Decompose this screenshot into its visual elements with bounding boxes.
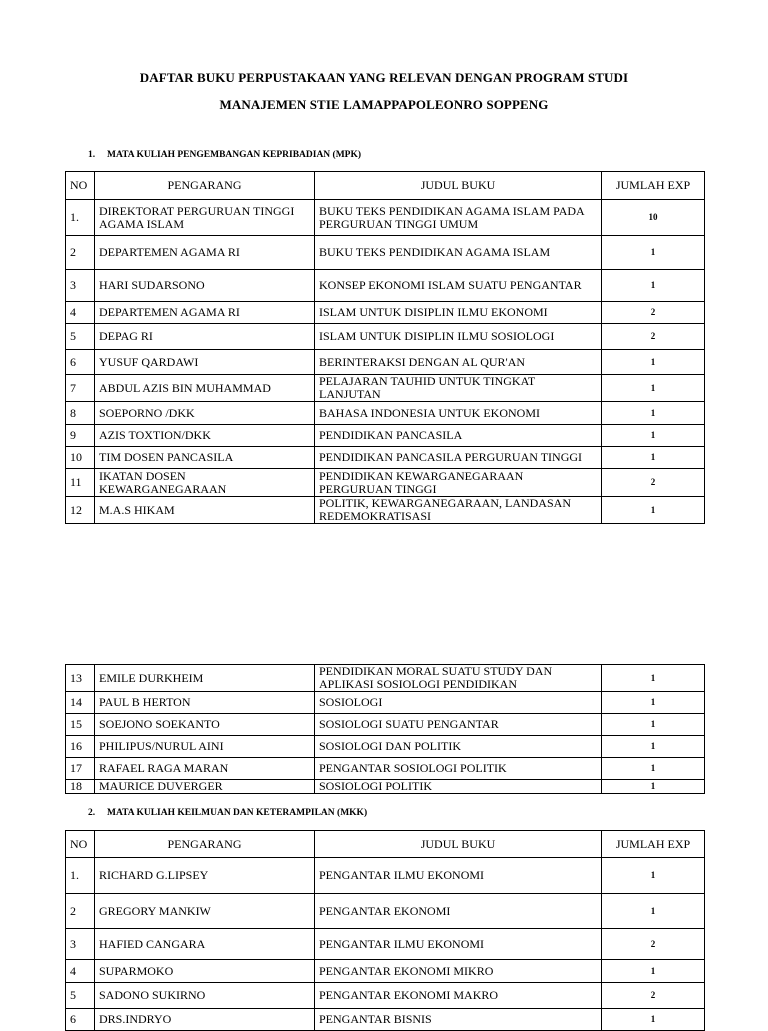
cell-title: PENGANTAR EKONOMI	[315, 894, 602, 929]
table-row	[66, 375, 705, 402]
cell-qty: 1	[602, 375, 705, 402]
cell-title: PENDIDIKAN MORAL SUATU STUDY DAN APLIKASI SOSIOLOGI PENDIDIKAN	[315, 665, 602, 692]
document-subtitle: MANAJEMEN STIE LAMAPPAPOLEONRO SOPPENG	[219, 97, 549, 112]
header-qty: JUMLAH EXP	[602, 172, 705, 200]
cell-qty: 2	[602, 302, 705, 324]
mkk-book-table	[65, 830, 705, 1031]
header-title: JUDUL BUKU	[315, 831, 602, 858]
cell-author: ABDUL AZIS BIN MUHAMMAD	[95, 375, 315, 402]
cell-qty: 1	[602, 858, 705, 894]
cell-author: PHILIPUS/NURUL AINI	[95, 736, 315, 758]
cell-qty: 2	[602, 983, 705, 1009]
cell-no: 7	[66, 375, 95, 402]
header-title: JUDUL BUKU	[315, 172, 602, 200]
header-author: PENGARANG	[95, 172, 315, 200]
header-author: PENGARANG	[95, 831, 315, 858]
table-row	[66, 714, 705, 736]
table-row	[66, 200, 705, 236]
table-row	[66, 780, 705, 794]
cell-no: 8	[66, 402, 95, 425]
cell-author: SOEPORNO /DKK	[95, 402, 315, 425]
cell-title: BERINTERAKSI DENGAN AL QUR'AN	[315, 350, 602, 375]
cell-author: PAUL B HERTON	[95, 692, 315, 714]
cell-no: 4	[66, 302, 95, 324]
cell-title: SOSIOLOGI POLITIK	[315, 780, 602, 794]
cell-qty: 2	[602, 469, 705, 497]
cell-qty: 1	[602, 236, 705, 270]
cell-no: 3	[66, 270, 95, 302]
table-row	[66, 1009, 705, 1031]
table-row	[66, 425, 705, 447]
table-row	[66, 858, 705, 894]
cell-title: SOSIOLOGI DAN POLITIK	[315, 736, 602, 758]
table-row	[66, 692, 705, 714]
cell-no: 6	[66, 1009, 95, 1031]
cell-no: 16	[66, 736, 95, 758]
table-row	[66, 302, 705, 324]
cell-no: 6	[66, 350, 95, 375]
cell-title: SOSIOLOGI	[315, 692, 602, 714]
cell-qty: 1	[602, 894, 705, 929]
cell-qty: 1	[602, 1009, 705, 1031]
header-no: NO	[66, 172, 95, 200]
cell-qty: 1	[602, 714, 705, 736]
cell-qty: 1	[602, 425, 705, 447]
cell-qty: 1	[602, 270, 705, 302]
cell-title: KONSEP EKONOMI ISLAM SUATU PENGANTAR	[315, 270, 602, 302]
cell-no: 1.	[66, 200, 95, 236]
cell-author: GREGORY MANKIW	[95, 894, 315, 929]
cell-author: AZIS TOXTION/DKK	[95, 425, 315, 447]
table-header-row	[66, 172, 705, 200]
cell-author: HARI SUDARSONO	[95, 270, 315, 302]
cell-title: SOSIOLOGI SUATU PENGANTAR	[315, 714, 602, 736]
cell-title: BAHASA INDONESIA UNTUK EKONOMI	[315, 402, 602, 425]
section-2-heading: 2. MATA KULIAH KEILMUAN DAN KETERAMPILAN (MKK)	[88, 808, 368, 818]
cell-author: RAFAEL RAGA MARAN	[95, 758, 315, 780]
cell-author: DIREKTORAT PERGURUAN TINGGI AGAMA ISLAM	[95, 200, 315, 236]
cell-no: 18	[66, 780, 95, 794]
cell-qty: 10	[602, 200, 705, 236]
cell-no: 12	[66, 497, 95, 524]
cell-title: PENGANTAR EKONOMI MIKRO	[315, 960, 602, 983]
cell-author: DRS.INDRYO	[95, 1009, 315, 1031]
cell-no: 4	[66, 960, 95, 983]
cell-title: PENGANTAR BISNIS	[315, 1009, 602, 1031]
cell-title: PENGANTAR ILMU EKONOMI	[315, 858, 602, 894]
cell-author: HAFIED CANGARA	[95, 929, 315, 960]
cell-title: PENDIDIKAN PANCASILA PERGURUAN TINGGI	[315, 447, 602, 469]
cell-qty: 1	[602, 692, 705, 714]
cell-title: PENGANTAR EKONOMI MAKRO	[315, 983, 602, 1009]
cell-no: 2	[66, 236, 95, 270]
cell-no: 10	[66, 447, 95, 469]
table-row	[66, 447, 705, 469]
cell-no: 5	[66, 324, 95, 350]
table-row	[66, 894, 705, 929]
cell-no: 17	[66, 758, 95, 780]
cell-no: 9	[66, 425, 95, 447]
cell-qty: 1	[602, 960, 705, 983]
cell-author: DEPARTEMEN AGAMA RI	[95, 236, 315, 270]
table-row	[66, 270, 705, 302]
cell-no: 14	[66, 692, 95, 714]
header-no: NO	[66, 831, 95, 858]
table-row	[66, 497, 705, 524]
cell-author: SADONO SUKIRNO	[95, 983, 315, 1009]
cell-author: SOEJONO SOEKANTO	[95, 714, 315, 736]
section-1-heading: 1. MATA KULIAH PENGEMBANGAN KEPRIBADIAN (MPK)	[88, 150, 362, 160]
cell-author: SUPARMOKO	[95, 960, 315, 983]
mpk-book-table	[65, 171, 705, 524]
table-row	[66, 736, 705, 758]
cell-no: 2	[66, 894, 95, 929]
cell-author: DEPAG RI	[95, 324, 315, 350]
cell-qty: 2	[602, 324, 705, 350]
cell-qty: 1	[602, 402, 705, 425]
cell-no: 1.	[66, 858, 95, 894]
cell-title: BUKU TEKS PENDIDIKAN AGAMA ISLAM	[315, 236, 602, 270]
table-row	[66, 758, 705, 780]
cell-title: PENDIDIKAN KEWARGANEGARAAN PERGURUAN TINGGI	[315, 469, 602, 497]
table-header-row	[66, 831, 705, 858]
cell-author: EMILE DURKHEIM	[95, 665, 315, 692]
cell-author: M.A.S HIKAM	[95, 497, 315, 524]
cell-no: 15	[66, 714, 95, 736]
table-row	[66, 402, 705, 425]
cell-title: PENGANTAR SOSIOLOGI POLITIK	[315, 758, 602, 780]
mpk-book-table-continued	[65, 664, 705, 794]
cell-qty: 1	[602, 758, 705, 780]
cell-author: DEPARTEMEN AGAMA RI	[95, 302, 315, 324]
cell-no: 13	[66, 665, 95, 692]
table-row	[66, 983, 705, 1009]
table-row	[66, 469, 705, 497]
cell-title: POLITIK, KEWARGANEGARAAN, LANDASAN REDEMOKRATISASI	[315, 497, 602, 524]
cell-title: PELAJARAN TAUHID UNTUK TINGKAT LANJUTAN	[315, 375, 602, 402]
cell-qty: 1	[602, 665, 705, 692]
cell-author: MAURICE DUVERGER	[95, 780, 315, 794]
cell-author: IKATAN DOSEN KEWARGANEGARAAN	[95, 469, 315, 497]
cell-qty: 1	[602, 447, 705, 469]
table-row	[66, 350, 705, 375]
cell-title: PENDIDIKAN PANCASILA	[315, 425, 602, 447]
cell-qty: 1	[602, 736, 705, 758]
table-row	[66, 324, 705, 350]
cell-no: 3	[66, 929, 95, 960]
cell-qty: 1	[602, 497, 705, 524]
table-row	[66, 236, 705, 270]
table-row	[66, 960, 705, 983]
cell-no: 11	[66, 469, 95, 497]
cell-author: YUSUF QARDAWI	[95, 350, 315, 375]
header-qty: JUMLAH EXP	[602, 831, 705, 858]
cell-qty: 2	[602, 929, 705, 960]
table-row	[66, 929, 705, 960]
cell-qty: 1	[602, 350, 705, 375]
cell-qty: 1	[602, 780, 705, 794]
document-title: DAFTAR BUKU PERPUSTAKAAN YANG RELEVAN DENGAN PROGRAM STUDI	[139, 70, 629, 85]
cell-title: ISLAM UNTUK DISIPLIN ILMU EKONOMI	[315, 302, 602, 324]
cell-author: TIM DOSEN PANCASILA	[95, 447, 315, 469]
cell-title: ISLAM UNTUK DISIPLIN ILMU SOSIOLOGI	[315, 324, 602, 350]
cell-title: PENGANTAR ILMU EKONOMI	[315, 929, 602, 960]
cell-title: BUKU TEKS PENDIDIKAN AGAMA ISLAM PADA PERGURUAN TINGGI UMUM	[315, 200, 602, 236]
cell-author: RICHARD G.LIPSEY	[95, 858, 315, 894]
cell-no: 5	[66, 983, 95, 1009]
table-row	[66, 665, 705, 692]
